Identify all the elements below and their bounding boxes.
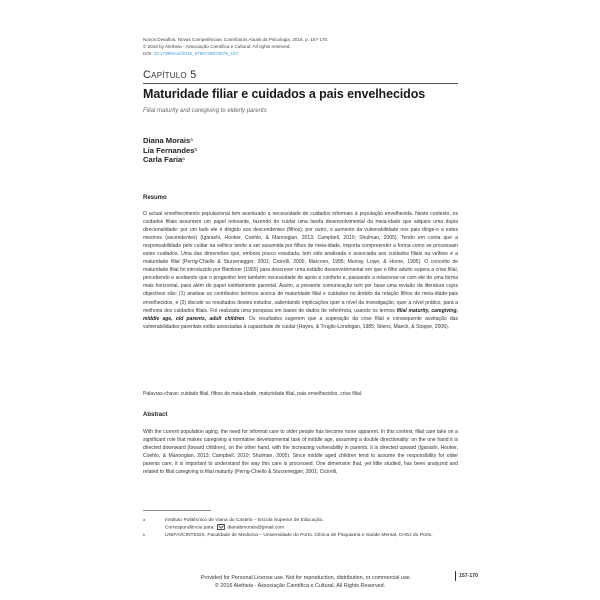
doi-link[interactable]: 10.17990/Axi/2016_9789726972679_157 — [153, 51, 239, 56]
copyright-line: © 2016 by Aletheia - Associação Científica e Cultural. All rights reserved. — [143, 44, 291, 49]
footnote-text: Instituto Politécnico de Viana do Castelo – Escola Superior de Educação. — [165, 518, 324, 523]
article-subtitle: Filial maturity and caregiving to elderly parents — [143, 108, 267, 114]
chapter-number: 5 — [190, 69, 197, 81]
doi-line — [143, 50, 463, 57]
correspondence-label: Correspondência para: — [165, 525, 215, 531]
citation-line: Novos Desafios, Novas Competências: Contributos Atuais da Psicologia, 2016, p. 157-170. — [143, 37, 329, 42]
resumo-search-terms: filial maturity, caregiving, middle age, old parents, adult children — [143, 307, 458, 322]
abstract-body: With the current population aging, the need for informal care to older people has become more apparent. In this context, filial care take on a significant role that makes caregiving a normative developmental task of middle age, assuming a double directionality: on the one hand it is directed downward (toward children), on the other hand, with the increasing vulnerability in parents, it is directed upward (Igarashi, Hooker, Coehlo, & Manoogian, 2013; Campbell, 2010; Shulman, 2005). Since middle aged children tend to assume the responsibility for older parents care, it is important to understand the way this care is processed. One dimension that, yet little studied, has been analyzed and related to filial caregiving is filial maturity (Perrig-Chiello & Sturzenegger, 2001; Cicirelli, — [143, 429, 458, 476]
abstract-heading: Abstract — [143, 412, 168, 418]
chapter-rule — [143, 83, 458, 84]
author-affiliation: a — [182, 156, 185, 161]
author-affiliation: a — [190, 137, 193, 142]
footnote — [143, 532, 463, 539]
author-affiliation: b — [194, 146, 197, 152]
chapter-word: APÍTULO — [151, 71, 187, 80]
email-link[interactable]: dianabmorais@gmail.com — [227, 525, 285, 531]
author-name: Diana Morais — [143, 136, 191, 145]
page-range: 157-170 — [455, 571, 478, 581]
author — [143, 146, 197, 156]
author-list — [143, 136, 197, 165]
mail-icon — [217, 524, 225, 530]
author — [143, 155, 197, 165]
resumo-text-end: . Os resultados sugerem que a superação da crise filial e consequente aceitação das vulnerabilidades parentais estão associadas à capacidade de cuidar (Hayes, & Truglio-Londrigan, 1985; Stiens, Maeck, & Stoppe, 2006). — [143, 315, 458, 330]
chapter-first-letter: C — [143, 69, 152, 81]
chapter-label — [143, 69, 196, 81]
article-title: Maturidade filiar e cuidados a pais envelhecidos — [143, 87, 426, 101]
author — [143, 136, 197, 146]
footnote-rule — [143, 510, 211, 511]
footnote — [143, 517, 463, 532]
footnote-mark: b — [143, 532, 146, 537]
resumo-body — [143, 210, 458, 331]
resumo-heading: Resumo — [143, 195, 167, 201]
footnote-text: UNIFAI/CINTESIS, Faculdade de Medicina – Universidade do Porto. Clínica de Psiquiatria e Saúde Mental, CHSJ do Porto. — [165, 532, 433, 538]
doi-label: DOI — [143, 51, 152, 56]
license-copyright: © 2016 Aletheia - Associação Científica e Cultural. All Rights Reserved. — [214, 583, 386, 589]
footnotes — [143, 517, 463, 539]
citation-header — [143, 36, 463, 57]
license-line: Provided for Personal License use. Not for reproduction, distribution, or commercial use. — [200, 575, 412, 581]
author-name: Carla Faria — [143, 155, 183, 164]
keywords: Palavras-chave: cuidado filial, filhos de meia-idade, maturidade filial, pais envelhecidos, crise filial. — [143, 391, 363, 397]
resumo-text: O actual envelhecimento populacional tem acentuado a necessidade de cuidados informais à população envelhecida. Neste contexto, os cuidados filiais assumem um papel relevante, fazendo do cuidar uma tarefa desenvolvimental da meia-idade que adquire uma dupla direcionalidade: por um lado ele é dirigido aos descendentes (filhos), por outro, o aumento da vulnerabilidade nos pais dirige-o a estes mesmos (ascendentes) (Igarashi, Hooker, Coehlo, & Manoogian, 2013; Campbell, 2010; Shulman, 2005). Tendo em conta que a responsabilidade pelo cuidar na velhice tende a ser assumida por filhos de meia-idade, importa compreender a forma como se processam estes cuidados. Uma das dimensões que, embora pouco estudada, tem sido analisada e associada aos cuidados filiais na velhice é a maturidade filial (Perrig-Chiello & Sturzenegger, 2001; Cicirelli, 2000, Marcoen, 1995; Murray, Lowe, & Horne, 1995). O conceito de maturidade filial foi introduzido por Blenkner (1965) para descrever uma estádio desenvolvimental em que o filho adulto supera a crise filial, percebendo e aceitando que o progenitor tem também necessidade de apoio e conforto e, passando a relacionar-se com ele de uma forma mais horizontal, para além do papel estritamente parental. Assim, a presente comunicação tem por base uma revisão da literatura cujos objectivos são: (1) analisar os contributos teóricos acerca de maturidade filial e cuidados no âmbito da relação filhos de meia-idade-pais envelhecidos, e (2) discutir os resultados destes estudos, salientando implicações quer a nível da investigação, quer a nível prático, para a melhoria dos cuidados filiais. Foi realizada uma pesquisa em bases de dados de referência, usando os termos — [143, 211, 458, 314]
footnote-mark: a — [143, 518, 146, 522]
author-name: Lia Fernandes — [143, 145, 195, 155]
license-notice — [0, 574, 600, 590]
